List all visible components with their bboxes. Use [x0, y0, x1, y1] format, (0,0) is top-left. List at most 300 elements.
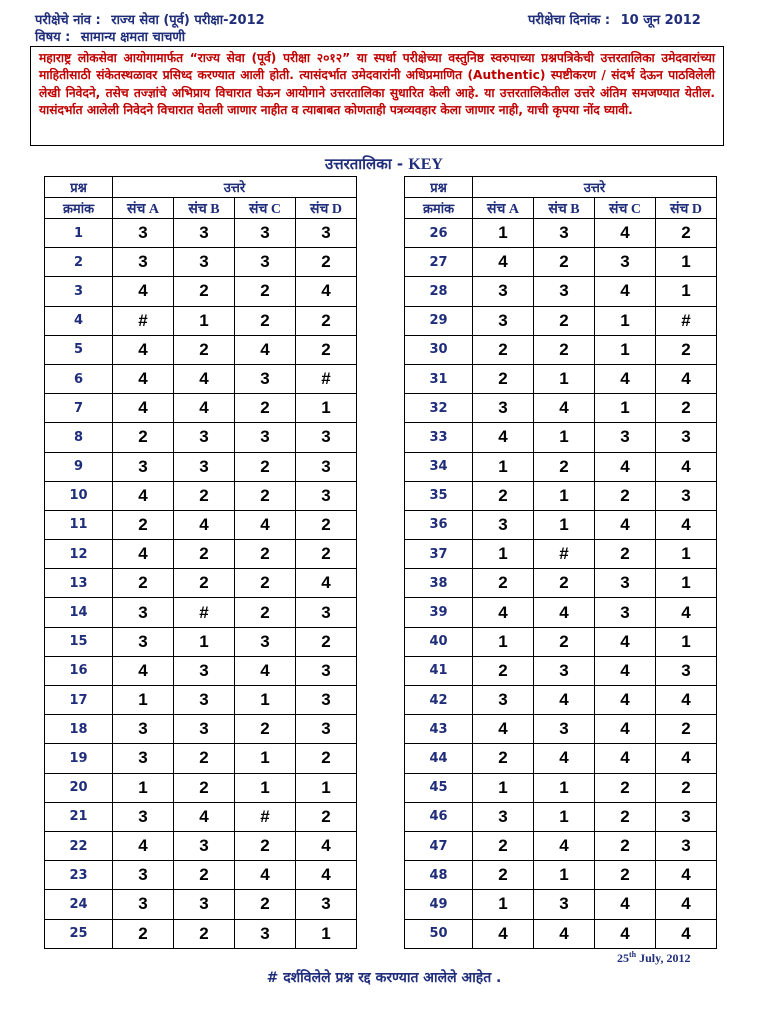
- answer-cell: 1: [534, 802, 595, 831]
- answer-cell: 3: [113, 598, 174, 627]
- table-row: [45, 364, 357, 393]
- question-number-cell: 32: [405, 394, 473, 423]
- answer-cell: 2: [296, 248, 357, 277]
- answer-cell: 2: [174, 569, 235, 598]
- answer-cell: 2: [473, 861, 534, 890]
- answer-cell: 4: [534, 919, 595, 948]
- answer-cell: 1: [595, 306, 656, 335]
- set-a-header: संच A: [113, 198, 174, 219]
- answer-cell: 4: [595, 452, 656, 481]
- answer-cell: 3: [174, 715, 235, 744]
- question-number-cell: 28: [405, 277, 473, 306]
- answer-cell: 2: [595, 831, 656, 860]
- table-row: [405, 627, 717, 656]
- table-row: [405, 423, 717, 452]
- answer-cell: 2: [235, 306, 296, 335]
- question-number-cell: 16: [45, 656, 113, 685]
- answer-cell: 3: [656, 831, 717, 860]
- answer-cell: 3: [595, 598, 656, 627]
- answer-cell: 2: [113, 510, 174, 539]
- table-title-text: उत्तरतालिका -: [325, 155, 409, 173]
- answer-cell: 2: [473, 656, 534, 685]
- answer-cell: 4: [595, 715, 656, 744]
- table-row: [405, 744, 717, 773]
- set-b-header: संच B: [174, 198, 235, 219]
- question-number-cell: 19: [45, 744, 113, 773]
- answer-cell: 4: [595, 744, 656, 773]
- answer-cell: 2: [235, 452, 296, 481]
- table-row: [405, 715, 717, 744]
- answer-cell: 1: [534, 481, 595, 510]
- table-row: [45, 802, 357, 831]
- answer-cell: 3: [113, 452, 174, 481]
- answer-cell: 2: [296, 627, 357, 656]
- footnote: # दर्शविलेले प्रश्न रद्द करण्यात आलेले आहेत .: [266, 970, 502, 986]
- answer-cell: 3: [296, 686, 357, 715]
- answer-cell: 2: [595, 481, 656, 510]
- answer-cell: 2: [235, 481, 296, 510]
- answer-cell: 1: [595, 394, 656, 423]
- answer-cell: #: [534, 540, 595, 569]
- table-row: [45, 627, 357, 656]
- answer-cell: 4: [595, 919, 656, 948]
- answer-cell: 2: [174, 773, 235, 802]
- question-number-cell: 44: [405, 744, 473, 773]
- table-row: [405, 510, 717, 539]
- answer-cell: 3: [174, 831, 235, 860]
- answer-cell: 3: [473, 802, 534, 831]
- table-row: [45, 598, 357, 627]
- answer-cell: 3: [174, 656, 235, 685]
- table-row: [405, 861, 717, 890]
- table-row: [405, 481, 717, 510]
- question-number-cell: 10: [45, 481, 113, 510]
- answer-cell: 2: [296, 335, 357, 364]
- answer-cell: 1: [656, 248, 717, 277]
- answer-cell: 3: [174, 248, 235, 277]
- set-d-header: संच D: [296, 198, 357, 219]
- question-number-cell: 29: [405, 306, 473, 335]
- answer-cell: 4: [534, 831, 595, 860]
- answer-cell: 4: [174, 510, 235, 539]
- table-row: [405, 394, 717, 423]
- table-title-key: KEY: [408, 156, 443, 173]
- question-number-cell: 39: [405, 598, 473, 627]
- answer-cell: #: [174, 598, 235, 627]
- answer-table-right: [404, 176, 717, 949]
- question-number-cell: 12: [45, 540, 113, 569]
- question-number-cell: 9: [45, 452, 113, 481]
- answer-cell: 3: [296, 656, 357, 685]
- answer-cell: 1: [296, 394, 357, 423]
- answer-cell: 3: [595, 423, 656, 452]
- answer-cell: 2: [235, 831, 296, 860]
- answer-cell: 4: [595, 510, 656, 539]
- answer-cell: 4: [534, 744, 595, 773]
- answer-cell: 1: [113, 773, 174, 802]
- answer-cell: 3: [113, 248, 174, 277]
- answer-cell: 1: [534, 423, 595, 452]
- answer-cell: 3: [656, 423, 717, 452]
- answer-cell: 3: [235, 248, 296, 277]
- exam-name-row: [35, 10, 265, 28]
- answer-cell: 2: [296, 510, 357, 539]
- answer-cell: 2: [174, 744, 235, 773]
- exam-date: 10 जून 2012: [620, 13, 701, 28]
- answer-cell: 3: [113, 715, 174, 744]
- question-number-cell: 36: [405, 510, 473, 539]
- answer-cell: 2: [534, 452, 595, 481]
- answer-cell: 4: [656, 510, 717, 539]
- answer-cell: 1: [473, 627, 534, 656]
- answers-header: उत्तरे: [473, 177, 717, 198]
- answer-cell: 3: [113, 627, 174, 656]
- exam-date-row: [528, 10, 701, 28]
- question-number-cell: 47: [405, 831, 473, 860]
- table-row: [405, 306, 717, 335]
- answer-cell: 2: [296, 744, 357, 773]
- question-number-cell: 24: [45, 890, 113, 919]
- subject-row: [35, 27, 185, 45]
- answer-cell: 4: [534, 394, 595, 423]
- answer-cell: 1: [174, 627, 235, 656]
- answer-cell: 2: [235, 598, 296, 627]
- answer-cell: 4: [113, 656, 174, 685]
- release-day-suffix: th: [629, 950, 637, 959]
- answer-cell: 2: [473, 831, 534, 860]
- answer-cell: 2: [656, 715, 717, 744]
- table-row: [45, 773, 357, 802]
- answer-cell: 3: [656, 481, 717, 510]
- answer-cell: 2: [113, 569, 174, 598]
- answer-cell: 3: [174, 219, 235, 248]
- table-row: [45, 219, 357, 248]
- answer-cell: 2: [534, 569, 595, 598]
- question-number-cell: 3: [45, 277, 113, 306]
- table-row: [405, 277, 717, 306]
- answer-cell: 4: [473, 715, 534, 744]
- answer-cell: 1: [534, 773, 595, 802]
- answer-cell: 4: [473, 919, 534, 948]
- answer-cell: 1: [534, 364, 595, 393]
- answer-cell: 1: [656, 627, 717, 656]
- answer-cell: 2: [473, 481, 534, 510]
- question-number-cell: 40: [405, 627, 473, 656]
- table-row: [45, 686, 357, 715]
- answer-cell: 1: [296, 919, 357, 948]
- answer-cell: 1: [473, 540, 534, 569]
- answer-cell: 1: [656, 540, 717, 569]
- answer-cell: 2: [595, 802, 656, 831]
- table-row: [405, 919, 717, 948]
- table-row: [45, 510, 357, 539]
- table-row: [45, 277, 357, 306]
- answer-cell: 2: [174, 919, 235, 948]
- table-row: [405, 802, 717, 831]
- answer-cell: 3: [235, 627, 296, 656]
- answer-cell: 2: [174, 540, 235, 569]
- answer-cell: 2: [235, 890, 296, 919]
- set-b-header: संच B: [534, 198, 595, 219]
- answer-cell: 4: [296, 569, 357, 598]
- answer-cell: 2: [174, 481, 235, 510]
- answer-cell: 4: [534, 598, 595, 627]
- answer-cell: 2: [235, 540, 296, 569]
- answer-cell: 3: [534, 656, 595, 685]
- answer-cell: 3: [235, 219, 296, 248]
- table-row: [405, 248, 717, 277]
- answer-cell: 4: [113, 481, 174, 510]
- answer-cell: 3: [113, 802, 174, 831]
- answer-rows-left: [45, 219, 357, 949]
- subject-label: विषय :: [35, 30, 71, 45]
- answer-cell: 2: [534, 306, 595, 335]
- answer-cell: 2: [534, 627, 595, 656]
- answer-cell: 1: [473, 452, 534, 481]
- notice-box: महाराष्ट्र लोकसेवा आयोगामार्फत “राज्य सेवा (पूर्व) परीक्षा २०१२” या स्पर्धा परीक्षेच्या वस्तुनिष्ठ स्वरुपाच्या प्रश्नपत्रिकेची उत्तरतालिका उमेदवारांच्या माहितीसाठी संकेतस्थळावर प्रसिध्द करण्यात आली होती. त्यासंदर्भात उमेदवारांनी अधिप्रमाणित (Authentic) स्पष्टीकरण / संदर्भ देऊन पाठविलेली लेखी निवेदने, तसेच तज्ज्ञांचे अभिप्राय विचारात घेऊन आयोगाने उत्तरतालिका सुधारित केली आहे. या उत्तरतालिकेतील उत्तरे अंतिम समजण्यात येतील. यासंदर्भात आलेली निवेदने विचारात घेतली जाणार नाहीत व त्याबाबत कोणताही पत्रव्यवहार केला जाणार नाही, याची कृपया नोंद घ्यावी.: [30, 46, 724, 146]
- answer-cell: 2: [113, 423, 174, 452]
- answers-header: उत्तरे: [113, 177, 357, 198]
- question-number-cell: 23: [45, 861, 113, 890]
- question-number-cell: 6: [45, 364, 113, 393]
- table-row: [45, 715, 357, 744]
- answer-cell: 1: [473, 890, 534, 919]
- table-row: [45, 394, 357, 423]
- answer-cell: 1: [296, 773, 357, 802]
- answer-cell: 3: [595, 569, 656, 598]
- question-number-cell: 35: [405, 481, 473, 510]
- answer-cell: 3: [296, 715, 357, 744]
- question-number-cell: 46: [405, 802, 473, 831]
- table-row: [405, 890, 717, 919]
- answer-cell: 2: [235, 569, 296, 598]
- table-row: [45, 335, 357, 364]
- table-row: [45, 831, 357, 860]
- subject: सामान्य क्षमता चाचणी: [80, 30, 186, 45]
- answer-cell: 3: [235, 423, 296, 452]
- set-c-header: संच C: [235, 198, 296, 219]
- answer-cell: 1: [534, 861, 595, 890]
- answer-cell: 4: [113, 364, 174, 393]
- table-row: [405, 831, 717, 860]
- answer-cell: 1: [534, 510, 595, 539]
- answer-cell: 2: [656, 773, 717, 802]
- answer-cell: 2: [595, 773, 656, 802]
- answer-cell: 4: [656, 919, 717, 948]
- table-row: [45, 744, 357, 773]
- answer-cell: 4: [473, 598, 534, 627]
- table-row: [45, 919, 357, 948]
- question-number-cell: 2: [45, 248, 113, 277]
- question-header: प्रश्न: [45, 177, 113, 198]
- question-number-cell: 30: [405, 335, 473, 364]
- answer-cell: 3: [113, 219, 174, 248]
- answer-cell: 4: [595, 686, 656, 715]
- question-number-cell: 34: [405, 452, 473, 481]
- question-number-cell: 22: [45, 831, 113, 860]
- answer-cell: 4: [235, 861, 296, 890]
- question-number-cell: 33: [405, 423, 473, 452]
- answer-cell: 4: [235, 656, 296, 685]
- table-row: [45, 481, 357, 510]
- answer-rows-right: [405, 219, 717, 949]
- table-row: [45, 656, 357, 685]
- answer-cell: 2: [296, 306, 357, 335]
- table-row: [405, 598, 717, 627]
- question-number-header: क्रमांक: [45, 198, 113, 219]
- question-number-cell: 13: [45, 569, 113, 598]
- question-number-cell: 17: [45, 686, 113, 715]
- table-row: [45, 569, 357, 598]
- table-row: [45, 452, 357, 481]
- answer-cell: 2: [656, 219, 717, 248]
- answer-cell: 3: [656, 802, 717, 831]
- answer-cell: 1: [656, 569, 717, 598]
- answer-cell: 3: [473, 277, 534, 306]
- exam-name: राज्य सेवा (पूर्व) परीक्षा-2012: [111, 13, 265, 28]
- table-row: [405, 686, 717, 715]
- answer-cell: 3: [473, 510, 534, 539]
- answer-cell: 4: [174, 802, 235, 831]
- answer-cell: 3: [296, 481, 357, 510]
- answer-cell: 2: [656, 394, 717, 423]
- answer-cell: 4: [656, 452, 717, 481]
- question-number-cell: 37: [405, 540, 473, 569]
- answer-table-left: [44, 176, 357, 949]
- question-number-cell: 31: [405, 364, 473, 393]
- answer-cell: 2: [534, 335, 595, 364]
- question-number-cell: 43: [405, 715, 473, 744]
- question-number-cell: 18: [45, 715, 113, 744]
- answer-cell: 3: [296, 219, 357, 248]
- answer-cell: 4: [656, 861, 717, 890]
- table-title: [0, 154, 768, 174]
- answer-cell: 1: [595, 335, 656, 364]
- question-number-cell: 41: [405, 656, 473, 685]
- answer-cell: 3: [113, 744, 174, 773]
- answer-cell: 3: [656, 656, 717, 685]
- answer-cell: 3: [534, 219, 595, 248]
- answer-cell: #: [296, 364, 357, 393]
- answer-cell: 3: [296, 890, 357, 919]
- exam-name-label: परीक्षेचे नांव :: [35, 13, 101, 28]
- answer-cell: 4: [296, 861, 357, 890]
- answer-cell: 3: [296, 423, 357, 452]
- answer-cell: 3: [113, 890, 174, 919]
- answer-cell: 2: [113, 919, 174, 948]
- answer-cell: 4: [534, 686, 595, 715]
- question-number-cell: 20: [45, 773, 113, 802]
- table-row: [405, 773, 717, 802]
- answer-cell: 3: [296, 452, 357, 481]
- question-number-cell: 15: [45, 627, 113, 656]
- table-row: [45, 248, 357, 277]
- answer-cell: 4: [113, 831, 174, 860]
- answer-cell: 4: [296, 277, 357, 306]
- question-number-cell: 49: [405, 890, 473, 919]
- answer-cell: 1: [235, 686, 296, 715]
- answer-cell: 2: [296, 802, 357, 831]
- answer-cell: 2: [235, 277, 296, 306]
- answer-cell: 2: [595, 861, 656, 890]
- answer-cell: 2: [473, 335, 534, 364]
- answer-cell: 4: [656, 890, 717, 919]
- table-row: [45, 306, 357, 335]
- question-number-cell: 50: [405, 919, 473, 948]
- answer-cell: 4: [595, 277, 656, 306]
- release-month-year: July, 2012: [639, 951, 691, 965]
- answer-cell: 1: [235, 773, 296, 802]
- answer-cell: 4: [113, 335, 174, 364]
- answer-cell: 3: [296, 598, 357, 627]
- answer-cell: 3: [534, 277, 595, 306]
- answer-cell: #: [235, 802, 296, 831]
- question-number-cell: 21: [45, 802, 113, 831]
- question-number-cell: 1: [45, 219, 113, 248]
- question-number-cell: 7: [45, 394, 113, 423]
- question-number-cell: 14: [45, 598, 113, 627]
- answer-cell: #: [656, 306, 717, 335]
- answer-cell: 4: [113, 277, 174, 306]
- answer-cell: 4: [296, 831, 357, 860]
- answer-cell: 2: [235, 715, 296, 744]
- answer-cell: 2: [534, 248, 595, 277]
- answer-cell: 4: [656, 364, 717, 393]
- table-row: [405, 219, 717, 248]
- question-number-cell: 27: [405, 248, 473, 277]
- answer-cell: 1: [174, 306, 235, 335]
- answer-cell: 2: [296, 540, 357, 569]
- answer-cell: 3: [174, 423, 235, 452]
- answer-cell: 2: [174, 277, 235, 306]
- answer-cell: 3: [534, 715, 595, 744]
- answer-cell: 2: [174, 335, 235, 364]
- answer-cell: 1: [473, 219, 534, 248]
- answer-cell: 1: [235, 744, 296, 773]
- release-day: 25: [617, 951, 629, 965]
- answer-cell: 4: [595, 627, 656, 656]
- question-number-cell: 38: [405, 569, 473, 598]
- answer-cell: 4: [595, 364, 656, 393]
- answer-cell: 4: [174, 394, 235, 423]
- answer-cell: 2: [595, 540, 656, 569]
- question-number-cell: 4: [45, 306, 113, 335]
- answer-cell: 4: [473, 248, 534, 277]
- question-number-cell: 11: [45, 510, 113, 539]
- question-number-cell: 26: [405, 219, 473, 248]
- answer-cell: 3: [174, 686, 235, 715]
- question-number-cell: 45: [405, 773, 473, 802]
- answer-cell: 2: [473, 364, 534, 393]
- answer-cell: 4: [595, 656, 656, 685]
- answer-cell: 2: [656, 335, 717, 364]
- set-c-header: संच C: [595, 198, 656, 219]
- answer-cell: 3: [595, 248, 656, 277]
- answer-cell: 2: [473, 569, 534, 598]
- answer-cell: 1: [656, 277, 717, 306]
- question-number-cell: 8: [45, 423, 113, 452]
- set-d-header: संच D: [656, 198, 717, 219]
- answer-cell: 3: [235, 364, 296, 393]
- answer-cell: 1: [113, 686, 174, 715]
- release-date: [617, 950, 690, 966]
- answer-cell: 3: [174, 452, 235, 481]
- answer-cell: 3: [473, 394, 534, 423]
- question-header: प्रश्न: [405, 177, 473, 198]
- answer-cell: 4: [235, 335, 296, 364]
- answer-cell: 4: [595, 219, 656, 248]
- answer-cell: 3: [473, 686, 534, 715]
